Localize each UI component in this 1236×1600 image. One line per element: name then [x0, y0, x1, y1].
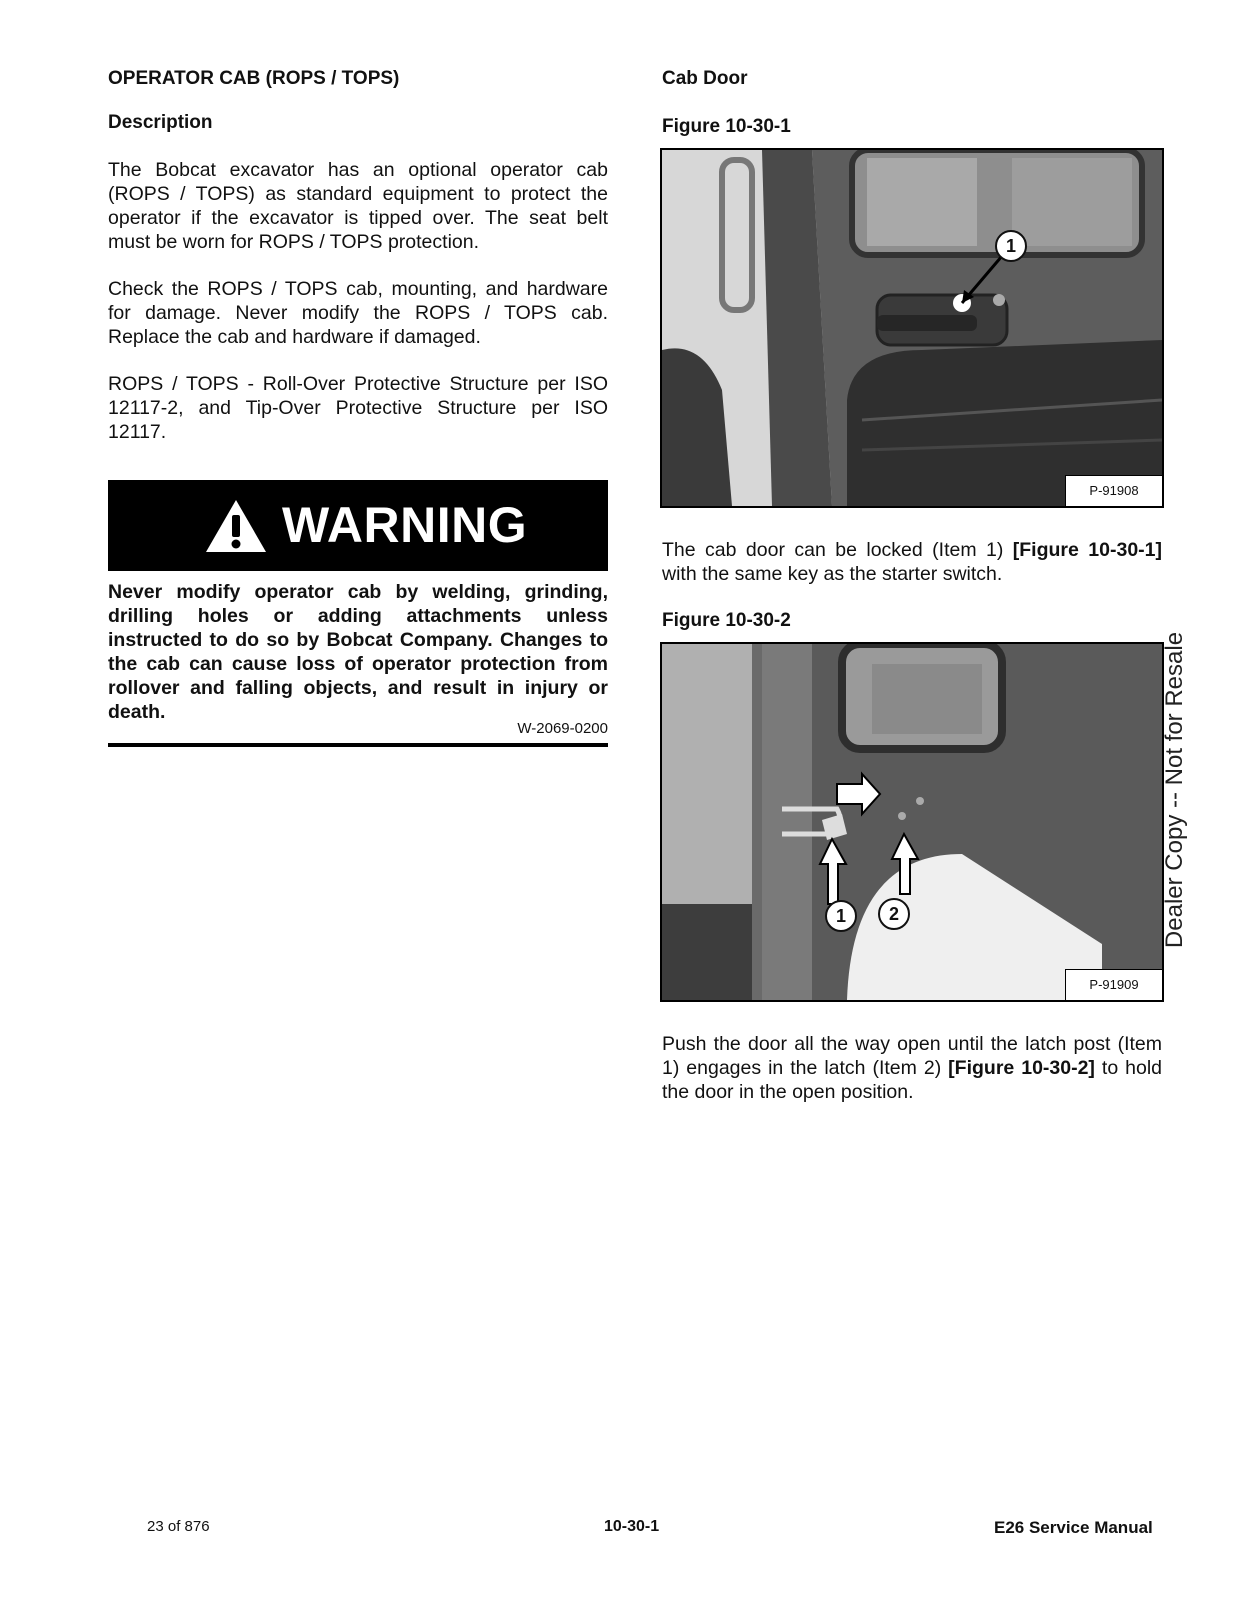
warning-text: Never modify operator cab by welding, grinding, drilling holes or adding attachments unless instructed to do so by Bobcat Company. Changes to the cab can cause loss of operator protection from rollover and falling objects, and result in injury or death.	[108, 581, 608, 723]
figure-1-photo-id: P-91908	[1065, 475, 1162, 506]
description-heading: Description	[108, 112, 213, 133]
description-paragraph-3: ROPS / TOPS - Roll-Over Protective Structure per ISO 12117-2, and Tip-Over Protective Structure per ISO 12117.	[108, 373, 608, 443]
figure-1-photo	[660, 148, 1164, 508]
cab-door-handle-photo	[662, 150, 1162, 506]
figure-2-photo	[660, 642, 1164, 1002]
section-title: OPERATOR CAB (ROPS / TOPS)	[108, 68, 400, 89]
figure-2-callout-1: 1	[825, 900, 857, 932]
footer-manual-title: E26 Service Manual	[994, 1518, 1153, 1537]
figure-2-callout-2: 2	[878, 898, 910, 930]
footer-page-number: 10-30-1	[604, 1518, 660, 1535]
cab-door-heading: Cab Door	[662, 68, 748, 89]
dealer-copy-watermark: Dealer Copy -- Not for Resale	[1161, 631, 1188, 949]
cab-door-latch-photo	[662, 644, 1162, 1000]
figure-1-callout: 1	[995, 230, 1027, 262]
warning-divider	[108, 743, 608, 747]
footer-page-count: 23 of 876	[147, 1518, 210, 1535]
description-paragraph-2: Check the ROPS / TOPS cab, mounting, and hardware for damage. Never modify the ROPS / TOPS cab. Replace the cab and hardware if damaged.	[108, 278, 608, 348]
warning-title: WARNING	[282, 497, 528, 553]
figure-1-caption: Figure 10-30-1	[662, 116, 791, 137]
warning-banner	[108, 480, 608, 571]
cab-door-lock-paragraph: The cab door can be locked (Item 1) [Figure 10-30-1] with the same key as the starter switch.	[662, 539, 1162, 585]
figure-2-photo-id: P-91909	[1065, 969, 1162, 1000]
figure-2-caption: Figure 10-30-2	[662, 610, 791, 631]
warning-code: W-2069-0200	[517, 720, 608, 737]
warning-triangle-icon	[204, 498, 268, 554]
door-latch-paragraph: Push the door all the way open until the latch post (Item 1) engages in the latch (Item 2) [Figure 10-30-2] to hold the door in the open position.	[662, 1033, 1163, 1103]
description-paragraph-1: The Bobcat excavator has an optional operator cab (ROPS / TOPS) as standard equipment to protect the operator if the excavator is tipped over. The seat belt must be worn for ROPS / TOPS protection.	[108, 159, 608, 253]
